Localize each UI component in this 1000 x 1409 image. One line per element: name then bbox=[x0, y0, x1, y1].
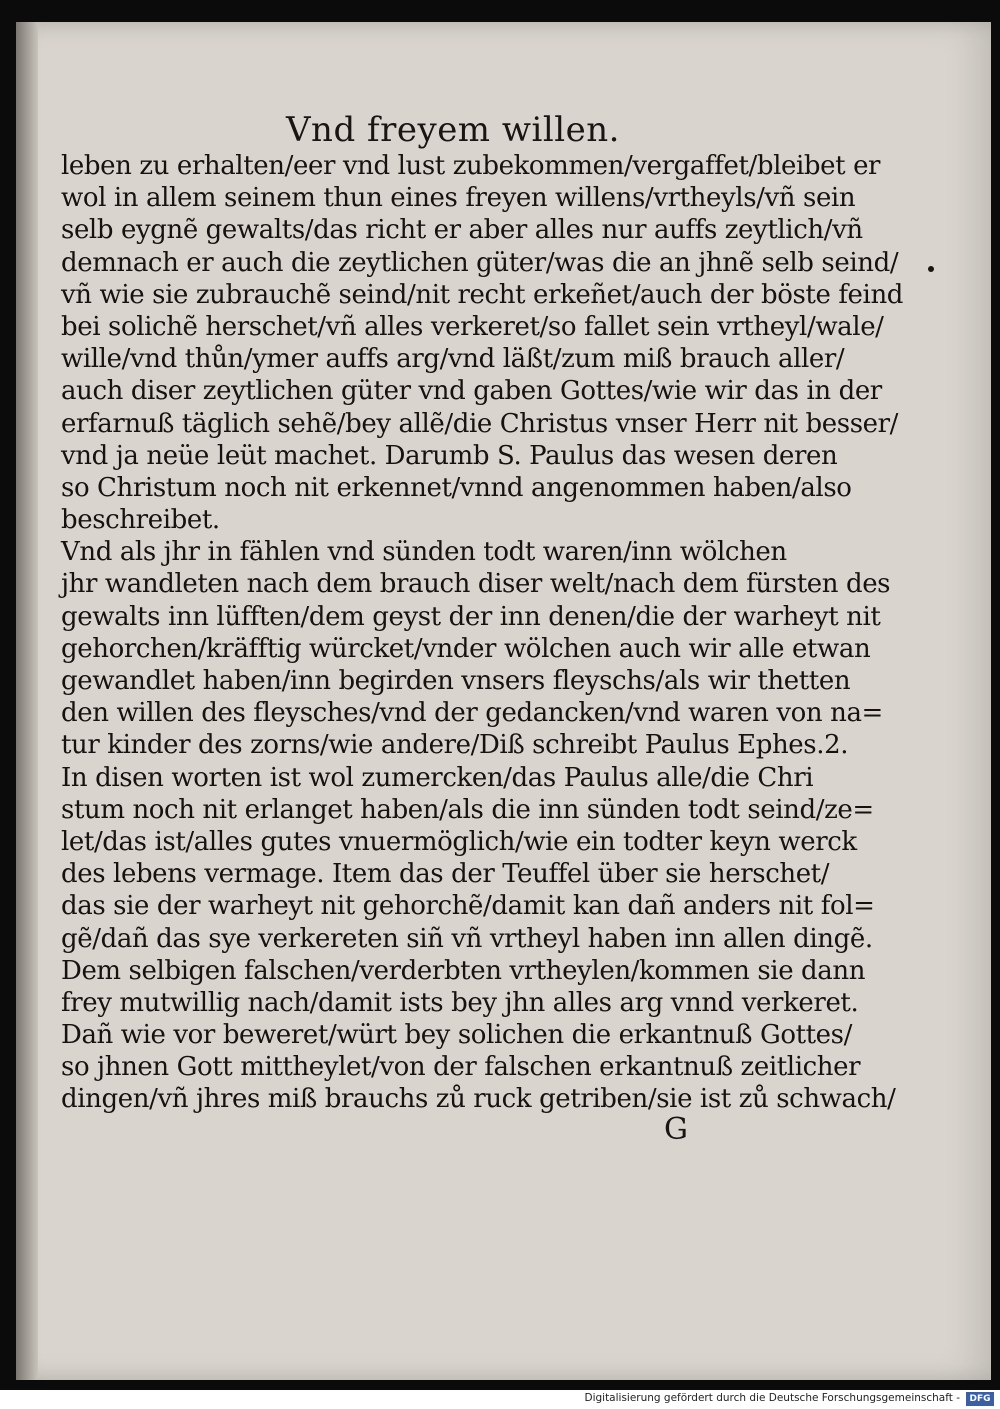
text-line: frey mutwillig nach/damit ists bey jhn alles arg vnnd verkeret. bbox=[61, 987, 859, 1018]
text-line: jhr wandleten nach dem brauch diser welt/nach dem fürsten des bbox=[61, 569, 891, 600]
text-line: beschreibet. bbox=[61, 505, 220, 536]
text-line: let/das ist/alles gutes vnuermöglich/wie ein todter keyn werck bbox=[61, 826, 857, 857]
page-gutter-shadow bbox=[16, 22, 38, 1380]
signature-mark: G bbox=[664, 1112, 688, 1147]
text-line: dingen/vñ jhres miß brauchs zů ruck getriben/sie ist zů schwach/ bbox=[61, 1084, 896, 1115]
text-line: vnd ja neüe leüt machet. Darumb S. Paulus das wesen deren bbox=[61, 440, 838, 471]
text-line: so jhnen Gott mittheylet/von der falschen erkantnuß zeitlicher bbox=[61, 1052, 861, 1083]
text-line: leben zu erhalten/eer vnd lust zubekommen/vergaffet/bleibet er bbox=[61, 151, 881, 181]
text-line: Dem selbigen falschen/verderbten vrtheylen/kommen sie dann bbox=[61, 955, 866, 986]
text-line: In disen worten ist wol zumercken/das Paulus alle/die Chri bbox=[61, 762, 814, 793]
text-line: des lebens vermage. Item das der Teuffel über sie herschet/ bbox=[61, 859, 830, 890]
text-line: demnach er auch die zeytlichen güter/was die an jhnẽ selb seind/ bbox=[61, 247, 899, 278]
dfg-logo: DFG bbox=[966, 1392, 994, 1406]
text-line: gewalts inn lüfften/dem geyst der inn denen/die der warheyt nit bbox=[61, 601, 881, 632]
text-line: selb eygnẽ gewalts/das richt er aber alles nur auffs zeytlich/vñ bbox=[61, 215, 863, 246]
text-line: erfarnuß täglich sehẽ/bey allẽ/die Christus vnser Herr nit besser/ bbox=[61, 408, 899, 439]
text-line: gehorchen/kräfftig würcket/vnder wölchen auch wir alle etwan bbox=[61, 633, 871, 664]
text-line: Vnd als jhr in fählen vnd sünden todt waren/inn wölchen bbox=[61, 537, 787, 568]
running-head: Vnd freyem willen. bbox=[286, 110, 620, 150]
text-line: auch diser zeytlichen güter vnd gaben Gottes/wie wir das in der bbox=[61, 376, 882, 407]
body-text bbox=[61, 150, 904, 1116]
text-line: wol in allem seinem thun eines freyen willens/vrtheyls/vñ sein bbox=[61, 183, 856, 214]
text-line: wille/vnd thůn/ymer auffs arg/vnd läßt/zum miß brauch aller/ bbox=[61, 344, 845, 375]
funding-credit: Digitalisierung gefördert durch die Deutsche Forschungsgemeinschaft - bbox=[584, 1392, 960, 1404]
text-line: gewandlet haben/inn begirden vnsers fleyschs/als wir thetten bbox=[61, 666, 851, 696]
text-line: gẽ/dañ das sye verkereten siñ vñ vrtheyl haben inn allen dingẽ. bbox=[61, 923, 873, 954]
text-line: Dañ wie vor beweret/würt bey solichen die erkantnuß Gottes/ bbox=[61, 1020, 852, 1051]
footer-bar bbox=[0, 1390, 1000, 1409]
book-page bbox=[16, 22, 991, 1380]
text-line: bei solichẽ herschet/vñ alles verkeret/so fallet sein vrtheyl/wale/ bbox=[61, 311, 884, 342]
text-line: tur kinder des zorns/wie andere/Diß schreibt Paulus Ephes.2. bbox=[61, 730, 849, 761]
text-line: das sie der warheyt nit gehorchẽ/damit kan dañ anders nit fol= bbox=[61, 891, 875, 922]
text-line: so Christum noch nit erkennet/vnnd angenommen haben/also bbox=[61, 472, 852, 503]
text-line: vñ wie sie zubrauchẽ seind/nit recht erkeñet/auch der böste feind bbox=[61, 279, 904, 310]
text-line: stum noch nit erlanget haben/als die inn sünden todt seind/ze= bbox=[61, 794, 874, 825]
text-line: den willen des fleysches/vnd der gedancken/vnd waren von na= bbox=[61, 698, 883, 729]
ink-spot bbox=[928, 266, 934, 272]
